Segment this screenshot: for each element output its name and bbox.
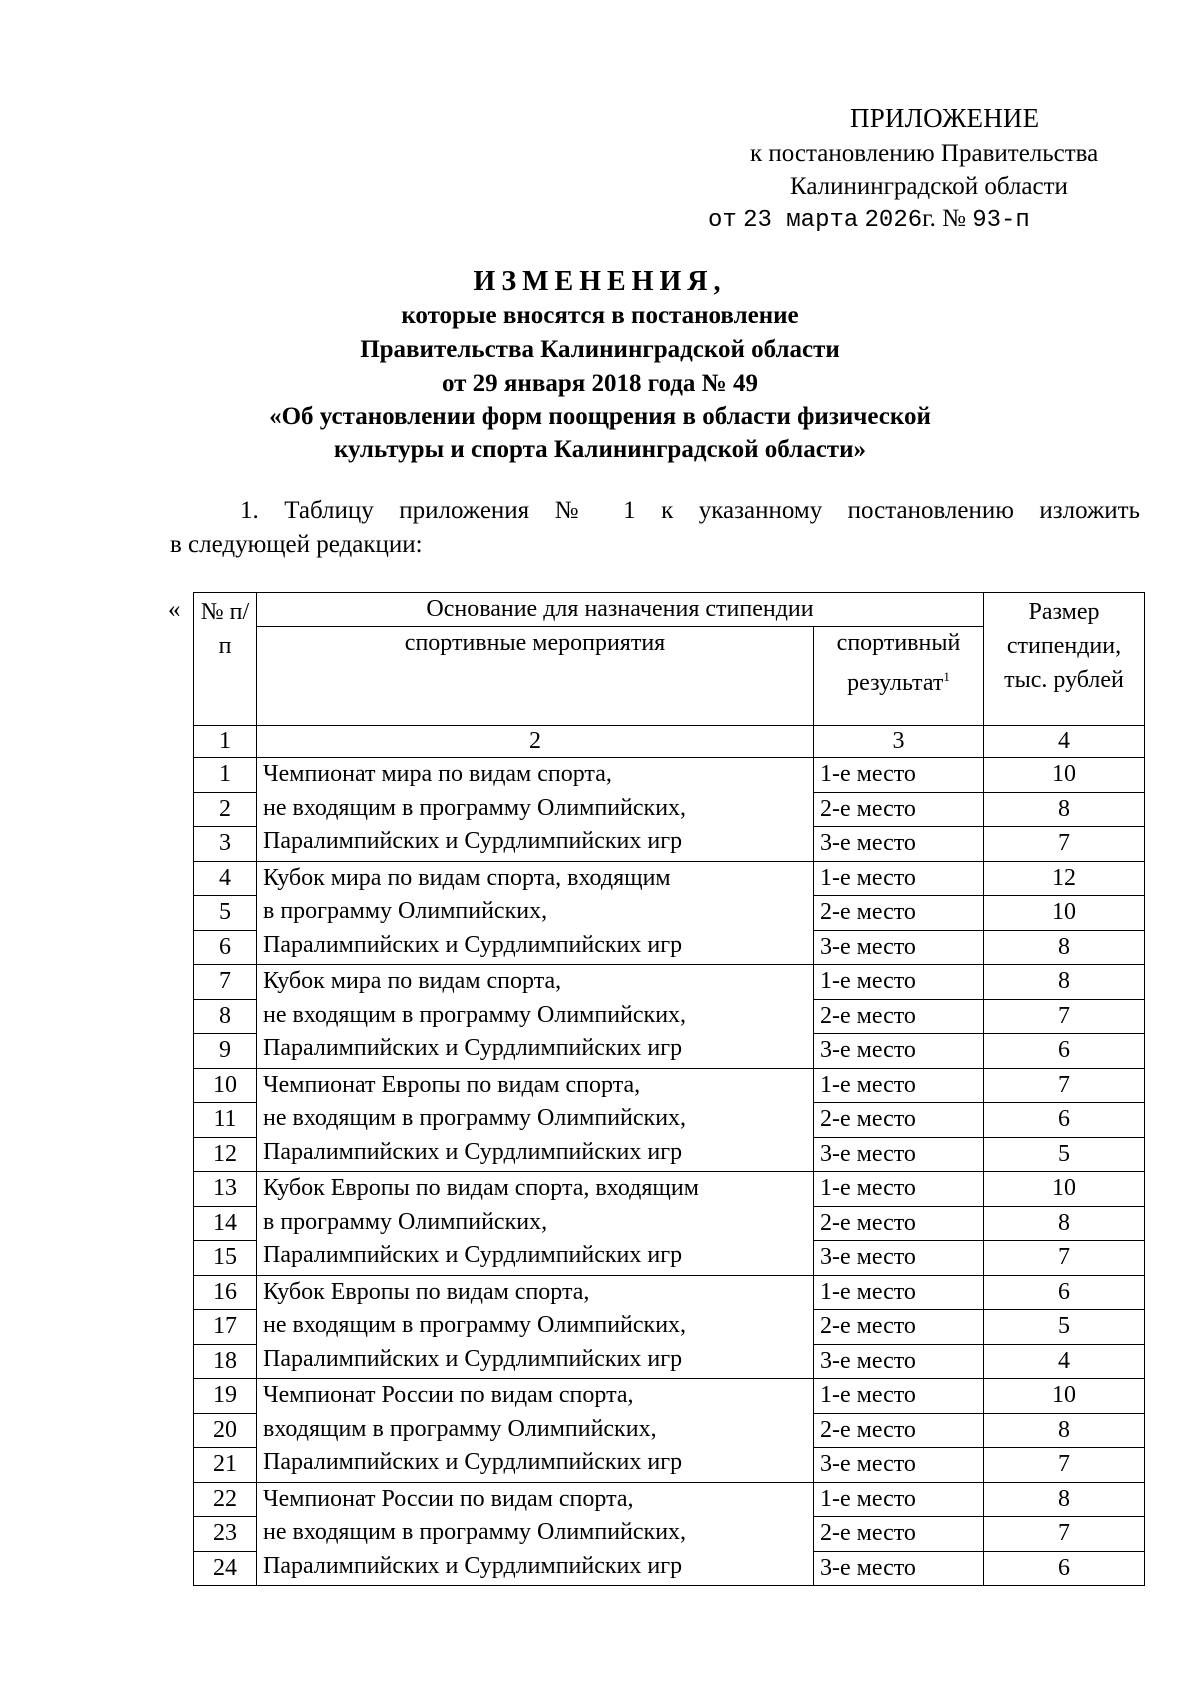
row-number: 5 (194, 896, 257, 931)
event-line: не входящим в программу Олимпийских, (263, 1519, 687, 1545)
result-cell: 2-е место (814, 1413, 984, 1448)
changes-title: ИЗМЕНЕНИЯ, (473, 266, 727, 297)
event-line: не входящим в программу Олимпийских, (263, 1001, 687, 1028)
event-cell (257, 758, 814, 862)
column-number: 3 (814, 726, 984, 758)
amount-cell: 7 (984, 1448, 1145, 1483)
result-cell: 2-е место (814, 1310, 984, 1345)
result-cell: 2-е место (814, 896, 984, 931)
amount-cell: 6 (984, 1034, 1145, 1069)
header-events: спортивные мероприятия (257, 627, 814, 726)
event-line: Чемпионат мира по видам спорта, (263, 761, 612, 787)
row-number: 19 (194, 1379, 257, 1414)
row-number: 2 (194, 792, 257, 827)
header-row-number (194, 593, 257, 726)
result-cell: 3-е место (814, 1241, 984, 1276)
column-number: 4 (984, 726, 1145, 758)
result-cell: 2-е место (814, 792, 984, 827)
row-number: 6 (194, 930, 257, 965)
column-numbers-row (194, 726, 1145, 758)
paragraph-line-1: 1. Таблицу приложения № 1 к указанному постановлению изложить (240, 497, 1140, 524)
amount-cell: 7 (984, 1068, 1145, 1103)
event-cell (257, 1068, 814, 1172)
event-line: Кубок Европы по видам спорта, входящим (263, 1175, 699, 1201)
row-number: 14 (194, 1206, 257, 1241)
result-cell: 1-е место (814, 1068, 984, 1103)
event-cell (257, 965, 814, 1069)
paragraph-line-2: в следующей редакции: (170, 531, 423, 558)
result-cell: 1-е место (814, 861, 984, 896)
result-cell: 1-е место (814, 758, 984, 793)
table-row (194, 1379, 1145, 1414)
event-line: Паралимпийских и Сурдлимпийских игр (263, 1552, 683, 1579)
scholarship-table (193, 592, 1145, 1586)
row-number: 4 (194, 861, 257, 896)
event-line: Паралимпийских и Сурдлимпийских игр (263, 1345, 683, 1372)
event-line: в программу Олимпийских, (263, 1208, 548, 1235)
result-cell: 1-е место (814, 1379, 984, 1414)
amount-cell: 12 (984, 861, 1145, 896)
event-cell (257, 1379, 814, 1483)
header-basis: Основание для назначения стипендии (257, 593, 984, 627)
row-number: 22 (194, 1482, 257, 1517)
result-cell: 3-е место (814, 1551, 984, 1586)
amount-cell: 8 (984, 930, 1145, 965)
column-number: 2 (257, 726, 814, 758)
result-cell: 1-е место (814, 1172, 984, 1207)
result-cell: 2-е место (814, 999, 984, 1034)
result-cell: 1-е место (814, 965, 984, 1000)
amount-cell: 7 (984, 827, 1145, 862)
event-cell (257, 1275, 814, 1379)
row-number: 16 (194, 1275, 257, 1310)
result-cell: 3-е место (814, 1344, 984, 1379)
table-row (194, 1275, 1145, 1310)
heading-line-1: которые вносятся в постановление (401, 302, 799, 329)
row-number: 18 (194, 1344, 257, 1379)
amount-cell: 8 (984, 792, 1145, 827)
row-number: 20 (194, 1413, 257, 1448)
row-number: 17 (194, 1310, 257, 1345)
amount-cell: 7 (984, 999, 1145, 1034)
header-row-number-label: № п/п (200, 599, 250, 659)
date-year: 2026 (864, 207, 923, 234)
row-number: 3 (194, 827, 257, 862)
amount-cell: 6 (984, 1275, 1145, 1310)
event-line: Паралимпийских и Сурдлимпийских игр (263, 1449, 683, 1475)
date-day-month: 23 марта (743, 207, 859, 234)
amount-cell: 10 (984, 1172, 1145, 1207)
amount-cell: 10 (984, 896, 1145, 931)
table-row (194, 1172, 1145, 1207)
event-line: не входящим в программу Олимпийских, (263, 1105, 687, 1131)
header-amount: Размер стипендии, тыс. рублей (984, 593, 1145, 726)
appendix-title: ПРИЛОЖЕНИЕ (850, 103, 1040, 133)
amount-cell: 10 (984, 1379, 1145, 1414)
appendix-line-2: Калининградской области (790, 173, 1068, 200)
amount-cell: 4 (984, 1344, 1145, 1379)
row-number: 12 (194, 1137, 257, 1172)
event-line: Кубок мира по видам спорта, входящим (263, 864, 671, 891)
amount-cell: 8 (984, 1482, 1145, 1517)
row-number: 8 (194, 999, 257, 1034)
amount-cell: 6 (984, 1103, 1145, 1138)
row-number: 7 (194, 965, 257, 1000)
event-cell (257, 1172, 814, 1276)
amount-cell: 6 (984, 1551, 1145, 1586)
document-number: 93-п (972, 207, 1030, 234)
table-row (194, 965, 1145, 1000)
row-number: 9 (194, 1034, 257, 1069)
table-row (194, 1482, 1145, 1517)
result-cell: 2-е место (814, 1206, 984, 1241)
event-cell (257, 861, 814, 965)
heading-line-4: «Об установлении форм поощрения в области физической (269, 403, 931, 430)
opening-quote-mark: « (168, 596, 181, 623)
result-footnote-mark: 1 (943, 669, 950, 684)
heading-line-5: культуры и спорта Калининградской области» (334, 436, 866, 463)
event-line: Кубок Европы по видам спорта, (263, 1278, 590, 1305)
row-number: 13 (194, 1172, 257, 1207)
event-line: Кубок мира по видам спорта, (263, 968, 562, 994)
date-year-suffix: г. № (922, 205, 966, 232)
amount-cell: 7 (984, 1517, 1145, 1552)
table-row (194, 758, 1145, 793)
date-prefix: от (708, 207, 737, 234)
event-line: не входящим в программу Олимпийских, (263, 794, 687, 821)
amount-cell: 7 (984, 1241, 1145, 1276)
table-row (194, 1068, 1145, 1103)
event-line: Паралимпийских и Сурдлимпийских игр (263, 1035, 683, 1061)
heading-line-2: Правительства Калининградской области (360, 336, 840, 363)
amount-cell: 10 (984, 758, 1145, 793)
result-cell: 3-е место (814, 930, 984, 965)
row-number: 10 (194, 1068, 257, 1103)
event-line: Паралимпийских и Сурдлимпийских игр (263, 931, 683, 958)
amount-cell: 8 (984, 1413, 1145, 1448)
event-line: Чемпионат Европы по видам спорта, (263, 1071, 641, 1098)
result-cell: 2-е место (814, 1517, 984, 1552)
heading-line-3: от 29 января 2018 года № 49 (441, 370, 759, 397)
event-line: Чемпионат России по видам спорта, (263, 1485, 634, 1512)
event-line: Паралимпийских и Сурдлимпийских игр (263, 828, 683, 854)
column-number: 1 (194, 726, 257, 758)
row-number: 15 (194, 1241, 257, 1276)
row-number: 11 (194, 1103, 257, 1138)
table-row (194, 861, 1145, 896)
header-result (814, 627, 984, 726)
event-cell (257, 1482, 814, 1586)
result-cell: 3-е место (814, 1448, 984, 1483)
result-cell: 3-е место (814, 1137, 984, 1172)
event-line: Паралимпийских и Сурдлимпийских игр (263, 1242, 683, 1268)
event-line: не входящим в программу Олимпийских, (263, 1312, 687, 1338)
result-cell: 2-е место (814, 1103, 984, 1138)
amount-cell: 5 (984, 1310, 1145, 1345)
event-line: в программу Олимпийских, (263, 898, 548, 924)
result-cell: 3-е место (814, 827, 984, 862)
row-number: 1 (194, 758, 257, 793)
event-line: Чемпионат России по видам спорта, (263, 1382, 634, 1408)
result-cell: 3-е место (814, 1034, 984, 1069)
row-number: 24 (194, 1551, 257, 1586)
amount-cell: 8 (984, 965, 1145, 1000)
amount-cell: 8 (984, 1206, 1145, 1241)
event-line: входящим в программу Олимпийских, (263, 1415, 657, 1442)
row-number: 23 (194, 1517, 257, 1552)
row-number: 21 (194, 1448, 257, 1483)
result-cell: 1-е место (814, 1482, 984, 1517)
header-result-label: спортивный результат (836, 630, 961, 696)
event-line: Паралимпийских и Сурдлимпийских игр (263, 1138, 683, 1165)
appendix-date-line (708, 205, 1030, 234)
amount-cell: 5 (984, 1137, 1145, 1172)
result-cell: 1-е место (814, 1275, 984, 1310)
appendix-line-1: к постановлению Правительства (750, 140, 1099, 167)
